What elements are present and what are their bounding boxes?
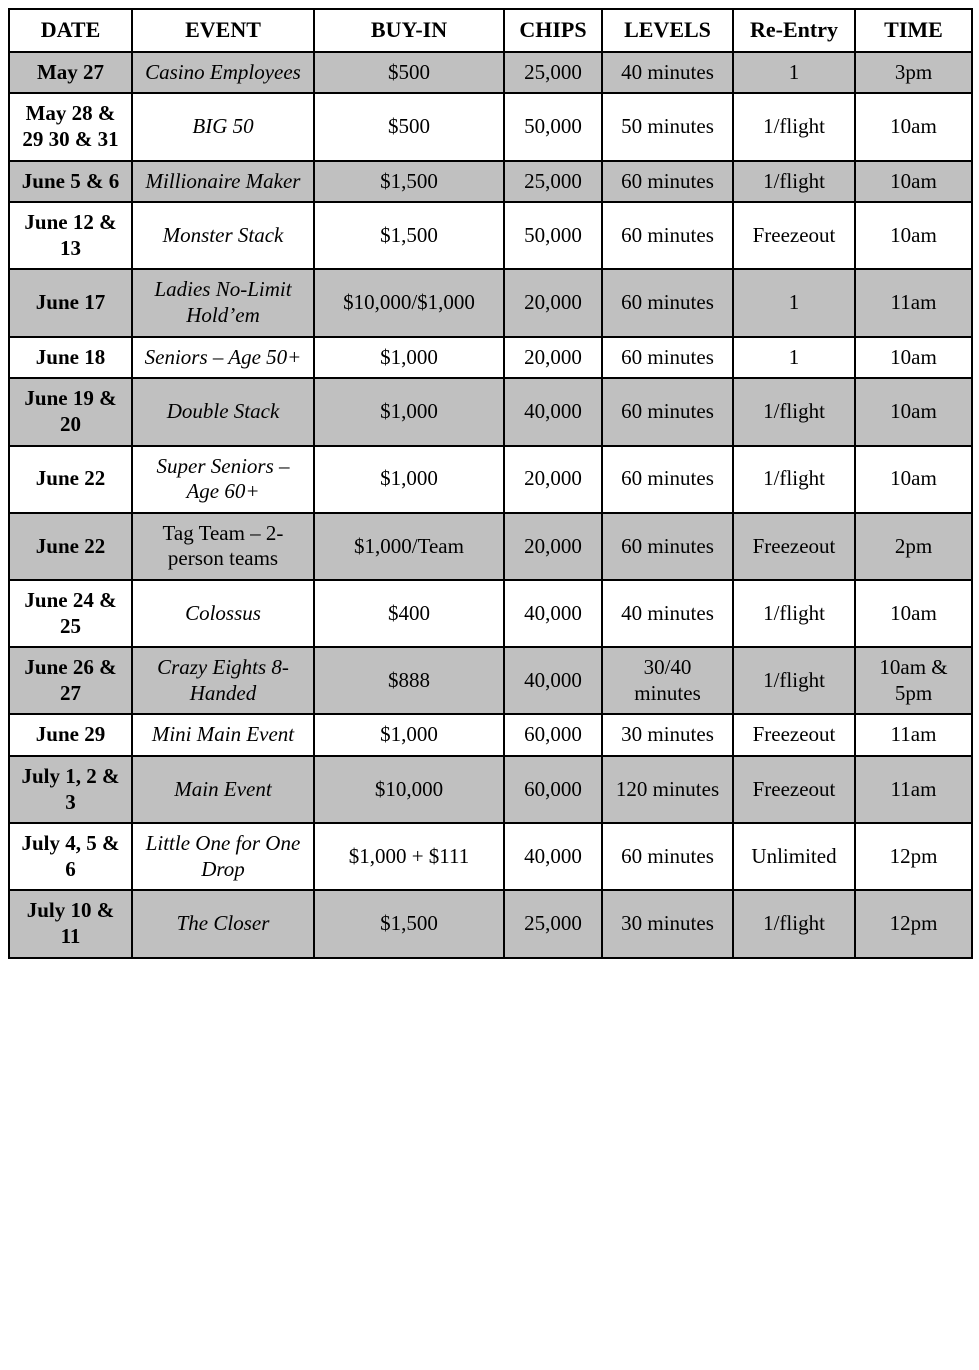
cell-chips: 50,000: [504, 202, 602, 269]
cell-date: July 10 & 11: [9, 890, 132, 957]
cell-levels: 30/40 minutes: [602, 647, 733, 714]
cell-event: Crazy Eights 8-Handed: [132, 647, 314, 714]
cell-event: Mini Main Event: [132, 714, 314, 756]
cell-time: 11am: [855, 714, 972, 756]
cell-levels: 60 minutes: [602, 378, 733, 445]
column-header-reentry: Re-Entry: [733, 9, 855, 52]
table-row: [9, 269, 972, 336]
cell-levels: 120 minutes: [602, 756, 733, 823]
cell-buyin: $1,500: [314, 890, 504, 957]
cell-chips: 40,000: [504, 647, 602, 714]
cell-time: 2pm: [855, 513, 972, 580]
cell-date: July 1, 2 & 3: [9, 756, 132, 823]
cell-levels: 60 minutes: [602, 161, 733, 203]
cell-levels: 60 minutes: [602, 823, 733, 890]
cell-reentry: 1/flight: [733, 580, 855, 647]
header-row: [9, 9, 972, 52]
cell-event: Main Event: [132, 756, 314, 823]
cell-buyin: $1,000: [314, 337, 504, 379]
cell-reentry: 1/flight: [733, 890, 855, 957]
cell-date: June 26 & 27: [9, 647, 132, 714]
cell-levels: 60 minutes: [602, 202, 733, 269]
cell-reentry: Freezeout: [733, 513, 855, 580]
cell-time: 12pm: [855, 890, 972, 957]
cell-buyin: $1,000 + $111: [314, 823, 504, 890]
cell-reentry: 1/flight: [733, 446, 855, 513]
cell-event: Ladies No-Limit Hold’em: [132, 269, 314, 336]
cell-chips: 25,000: [504, 161, 602, 203]
table-header: [9, 9, 972, 52]
cell-time: 10am: [855, 161, 972, 203]
cell-buyin: $1,000/Team: [314, 513, 504, 580]
cell-date: June 12 & 13: [9, 202, 132, 269]
cell-time: 10am: [855, 580, 972, 647]
cell-date: May 28 & 29 30 & 31: [9, 93, 132, 160]
cell-buyin: $10,000: [314, 756, 504, 823]
cell-event: Casino Employees: [132, 52, 314, 94]
table-row: [9, 580, 972, 647]
table-row: [9, 756, 972, 823]
cell-event: Monster Stack: [132, 202, 314, 269]
cell-buyin: $500: [314, 93, 504, 160]
cell-date: June 22: [9, 446, 132, 513]
cell-date: June 17: [9, 269, 132, 336]
cell-reentry: 1/flight: [733, 93, 855, 160]
cell-date: June 5 & 6: [9, 161, 132, 203]
cell-buyin: $1,000: [314, 378, 504, 445]
table-row: [9, 93, 972, 160]
cell-chips: 25,000: [504, 52, 602, 94]
cell-levels: 60 minutes: [602, 269, 733, 336]
cell-reentry: Unlimited: [733, 823, 855, 890]
cell-time: 10am: [855, 202, 972, 269]
cell-levels: 60 minutes: [602, 446, 733, 513]
cell-chips: 40,000: [504, 823, 602, 890]
cell-event: Super Seniors – Age 60+: [132, 446, 314, 513]
table-row: [9, 378, 972, 445]
cell-buyin: $1,500: [314, 202, 504, 269]
column-header-levels: LEVELS: [602, 9, 733, 52]
cell-levels: 30 minutes: [602, 890, 733, 957]
table-row: [9, 337, 972, 379]
cell-chips: 20,000: [504, 513, 602, 580]
cell-levels: 60 minutes: [602, 337, 733, 379]
cell-chips: 20,000: [504, 269, 602, 336]
cell-chips: 40,000: [504, 378, 602, 445]
cell-event: Tag Team – 2-person teams: [132, 513, 314, 580]
cell-event: BIG 50: [132, 93, 314, 160]
cell-time: 10am: [855, 378, 972, 445]
cell-reentry: 1/flight: [733, 647, 855, 714]
cell-reentry: 1: [733, 269, 855, 336]
cell-chips: 20,000: [504, 337, 602, 379]
cell-buyin: $400: [314, 580, 504, 647]
cell-time: 10am: [855, 446, 972, 513]
cell-chips: 40,000: [504, 580, 602, 647]
cell-reentry: Freezeout: [733, 714, 855, 756]
cell-chips: 25,000: [504, 890, 602, 957]
cell-buyin: $500: [314, 52, 504, 94]
cell-time: 12pm: [855, 823, 972, 890]
column-header-time: TIME: [855, 9, 972, 52]
cell-time: 3pm: [855, 52, 972, 94]
tournament-schedule-table: [8, 8, 973, 959]
table-body: [9, 52, 972, 958]
column-header-chips: CHIPS: [504, 9, 602, 52]
cell-reentry: 1: [733, 337, 855, 379]
cell-levels: 50 minutes: [602, 93, 733, 160]
table-row: [9, 161, 972, 203]
cell-buyin: $1,000: [314, 446, 504, 513]
cell-event: Double Stack: [132, 378, 314, 445]
cell-date: May 27: [9, 52, 132, 94]
cell-event: Millionaire Maker: [132, 161, 314, 203]
table-row: [9, 446, 972, 513]
cell-event: Colossus: [132, 580, 314, 647]
table-row: [9, 647, 972, 714]
column-header-date: DATE: [9, 9, 132, 52]
cell-reentry: 1/flight: [733, 378, 855, 445]
cell-date: June 19 & 20: [9, 378, 132, 445]
cell-date: June 24 & 25: [9, 580, 132, 647]
cell-levels: 30 minutes: [602, 714, 733, 756]
cell-reentry: 1: [733, 52, 855, 94]
cell-time: 10am: [855, 93, 972, 160]
cell-time: 11am: [855, 269, 972, 336]
cell-time: 10am & 5pm: [855, 647, 972, 714]
table-row: [9, 890, 972, 957]
cell-levels: 60 minutes: [602, 513, 733, 580]
cell-time: 11am: [855, 756, 972, 823]
column-header-event: EVENT: [132, 9, 314, 52]
cell-buyin: $1,000: [314, 714, 504, 756]
cell-chips: 60,000: [504, 756, 602, 823]
cell-event: Little One for One Drop: [132, 823, 314, 890]
cell-reentry: Freezeout: [733, 756, 855, 823]
cell-event: Seniors – Age 50+: [132, 337, 314, 379]
cell-chips: 60,000: [504, 714, 602, 756]
cell-buyin: $1,500: [314, 161, 504, 203]
cell-chips: 50,000: [504, 93, 602, 160]
cell-buyin: $888: [314, 647, 504, 714]
table-row: [9, 52, 972, 94]
cell-reentry: Freezeout: [733, 202, 855, 269]
cell-levels: 40 minutes: [602, 52, 733, 94]
cell-event: The Closer: [132, 890, 314, 957]
cell-levels: 40 minutes: [602, 580, 733, 647]
cell-chips: 20,000: [504, 446, 602, 513]
table-row: [9, 202, 972, 269]
cell-reentry: 1/flight: [733, 161, 855, 203]
table-row: [9, 714, 972, 756]
cell-date: June 29: [9, 714, 132, 756]
cell-date: July 4, 5 & 6: [9, 823, 132, 890]
cell-date: June 18: [9, 337, 132, 379]
cell-time: 10am: [855, 337, 972, 379]
table-row: [9, 823, 972, 890]
table-row: [9, 513, 972, 580]
cell-buyin: $10,000/$1,000: [314, 269, 504, 336]
column-header-buyin: BUY-IN: [314, 9, 504, 52]
cell-date: June 22: [9, 513, 132, 580]
